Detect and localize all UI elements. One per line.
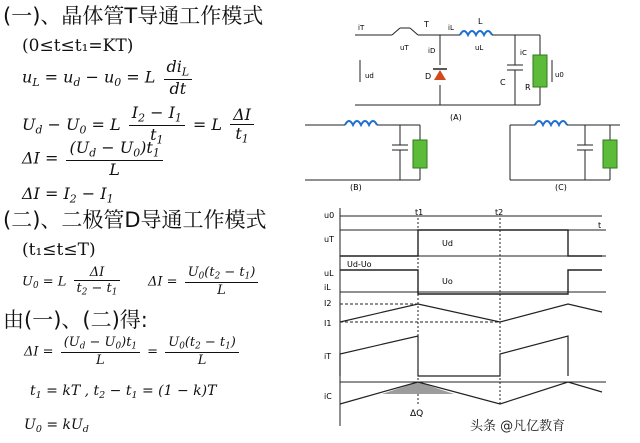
- wf-label-il: iL: [324, 283, 331, 292]
- resistor-r-a: [533, 55, 547, 87]
- wf-label-ic: iC: [324, 392, 332, 401]
- label-d: D: [425, 72, 432, 81]
- section1-title: (一)、晶体管T导通工作模式: [3, 4, 264, 28]
- circuit-a: [355, 28, 540, 105]
- trace-it: [340, 336, 568, 376]
- diode-d-icon: [434, 70, 446, 80]
- wf-label-ul: uL: [324, 269, 334, 278]
- label-l: L: [478, 17, 483, 26]
- label-ic: iC: [520, 49, 527, 57]
- formula-delta-i-1: ΔI = $\frac{(U_d - U_0)t_1}{L}$: [22, 140, 166, 178]
- section2-title: (二)、二极管D导通工作模式: [3, 208, 267, 232]
- buck-circuit-diagram: [300, 10, 640, 200]
- trace-ic: [340, 382, 602, 404]
- wf-label-uo-small: Uo: [442, 277, 453, 286]
- label-it: iT: [358, 24, 365, 32]
- caption-c: (C): [555, 183, 567, 192]
- label-ud: ud: [365, 72, 374, 80]
- wf-label-it: iT: [324, 352, 332, 361]
- delta-q-area: [382, 382, 454, 394]
- label-r: R: [525, 83, 531, 92]
- resistor-r-b: [413, 140, 427, 168]
- label-ut: uT: [400, 44, 409, 52]
- trace-ut: [340, 230, 602, 256]
- label-uo: u0: [555, 71, 564, 79]
- wf-label-i2: I2: [324, 299, 332, 308]
- waveform-diagram: [322, 204, 612, 430]
- trace-il: [340, 304, 602, 322]
- section2-range: (t₁≤t≤T): [22, 240, 96, 260]
- formula-u0: $U_0 = L$ $\frac{\Delta I}{t_2 - t_1}$: [22, 266, 123, 297]
- formula-delta-i-2: $\Delta I = I_2 - I_1$: [22, 184, 114, 206]
- wf-label-uo: u0: [324, 211, 335, 220]
- formula-t1-kt: $t_1$ = kT , $t_2 - t_1 = (1 - k)T$: [30, 383, 217, 401]
- section1-range: (0≤t≤t₁=KT): [22, 36, 134, 56]
- label-t: T: [424, 20, 429, 29]
- wf-label-i1: I1: [324, 319, 332, 328]
- wf-label-delta-q: ΔQ: [410, 409, 424, 419]
- formula-ud-uo: $U_d - U_0 = L$ $\frac{I_2 - I_1}{t_1}$ = L $\frac{\Delta I}{t_1}$: [22, 105, 257, 146]
- formula-ul: $u_L = u_d - u_0 = L$ $\frac{di_L}{dt}$: [22, 59, 195, 97]
- caption-b: (B): [350, 183, 362, 192]
- wf-label-ut: uT: [324, 235, 334, 244]
- label-il: iL: [448, 24, 454, 32]
- formula-delta-i-3: ΔI = $\frac{U_0(t_2 - t_1)}{L}$: [148, 266, 261, 297]
- wf-label-t1: t1: [415, 208, 424, 217]
- wf-label-ud: Ud: [442, 239, 453, 248]
- section3-title: 由(一)、(二)得:: [3, 308, 148, 332]
- label-ul: uL: [475, 44, 484, 52]
- trace-ul: [340, 270, 602, 294]
- label-c: C: [500, 78, 506, 87]
- wf-label-ud-minus-uo: Ud-Uo: [347, 260, 372, 269]
- watermark: 头条 @凡亿教育: [470, 419, 566, 434]
- circuit-b: [305, 121, 420, 180]
- wf-label-t-axis: t: [598, 221, 602, 230]
- label-id: iD: [428, 47, 436, 55]
- formula-u0-kud: $U_0 = kU_d$: [24, 417, 89, 435]
- caption-a: (A): [450, 113, 462, 122]
- wf-label-t2: t2: [495, 208, 504, 217]
- resistor-r-c: [603, 140, 617, 168]
- formula-combined: ΔI = $\frac{(U_d - U_0)t_1}{L}$ = $\frac{U_0(t_2 - t_1)}{L}$: [24, 336, 242, 367]
